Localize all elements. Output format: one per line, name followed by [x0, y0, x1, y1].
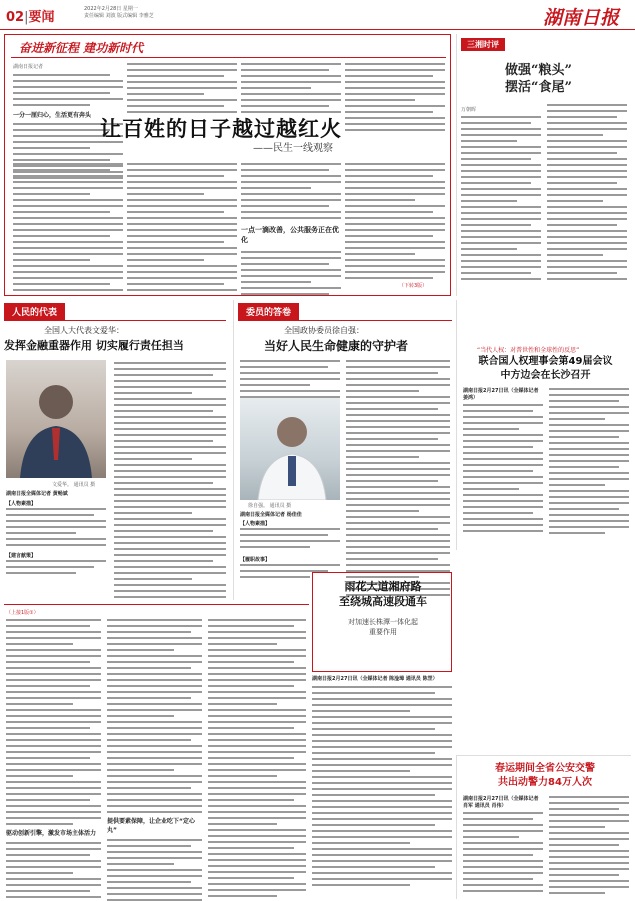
feature-lower-3 [241, 163, 341, 299]
deputy-kicker: 全国人大代表文爱华： [44, 326, 124, 335]
member-note-label: 【人物素描】 [240, 521, 271, 527]
road-title: 雨花大道湘府路 至绕城高速段通车 [339, 580, 427, 608]
member-title: 当好人民生命健康的守护者 [264, 339, 409, 353]
feature-jump[interactable]: （下转3版） [399, 283, 428, 289]
feature-col-1: 湖南日报记者 一分一厘归心，生活更有奔头 [13, 63, 123, 183]
road-subtitle: 对加速长株潭一体化起 重要作用 [348, 618, 418, 636]
feature-col-2 [127, 63, 237, 117]
road-article [312, 572, 452, 672]
deputy-photo-caption: 文爱华。 通讯员 摄 [52, 482, 96, 488]
commentary-column [456, 34, 631, 296]
police-dateline: 湖南日报2月27日讯（全媒体记者 肖军 通讯员 肖伟） [463, 796, 539, 809]
feature-col-3 [241, 63, 341, 117]
deputy-note-label: 【人物素描】 [6, 501, 37, 507]
member-article [233, 300, 453, 600]
continuation-subhead-1: 提供要素保障，让企业吃下“定心丸” [107, 818, 195, 834]
feature-subtitle: ——民生一线观察 [253, 143, 333, 154]
feature-article [4, 34, 451, 296]
newspaper-logo: 湖南日报 [543, 7, 620, 29]
deputy-article [4, 300, 229, 600]
meeting-dateline: 湖南日报2月27日讯（全媒体记者 姜鸿） [463, 388, 539, 401]
continuation-article [4, 604, 309, 899]
member-photo [240, 398, 340, 500]
member-photo-caption: 徐自强。 通讯员 摄 [248, 503, 292, 509]
feature-lower-1 [13, 163, 123, 295]
feature-lower-4 [345, 163, 445, 283]
portrait-silhouette-icon [6, 360, 106, 478]
police-title: 春运期间全省公安交警 共出动警力84万人次 [495, 763, 595, 788]
continuation-label: （上接1版①） [6, 610, 39, 616]
deputy-photo [6, 360, 106, 478]
police-article [456, 755, 631, 899]
feature-lower-2 [127, 163, 237, 295]
deputy-tag: 人民的代表 [4, 303, 65, 320]
member-dateline: 湖南日报全媒体记者 杨佳佳 [240, 512, 302, 518]
issue-meta [84, 6, 154, 20]
deputy-title: 发挥金融重器作用 切实履行责任担当 [4, 339, 184, 352]
commentary-author: 万朝晖 [461, 107, 477, 113]
deputy-dateline: 湖南日报全媒体记者 黄畅斌 [6, 491, 68, 497]
deputy-note2-label: 【建言献策】 [6, 553, 37, 559]
continuation-subhead-3: 驱动创新引擎，激发市场主体活力 [6, 830, 97, 837]
member-note2-label: 【履职故事】 [240, 557, 271, 563]
masthead [0, 0, 635, 30]
meeting-article [456, 300, 631, 550]
feature-kicker: 一分一厘归心，生活更有奔头 [13, 112, 92, 119]
feature-title: 让百姓的日子越过越红火 [100, 117, 342, 141]
feature-banner: 奋进新征程 建功新时代 [19, 41, 144, 55]
feature-mid-heading: 一点一滴改善，公共服务正在优化 [241, 226, 339, 244]
meeting-title: 联合国人权理事会第49届会议 中方边会在长沙召开 [478, 356, 613, 381]
issue-date: 2022年2月28日 星期一 [84, 6, 138, 12]
commentary-tag: 三湘时评 [461, 38, 505, 51]
road-dateline: 湖南日报2月27日讯（全媒体记者 陈淦璋 通讯员 陈罡） [312, 676, 438, 682]
member-kicker: 全国政协委员徐自强： [284, 326, 364, 335]
meeting-kicker: “当代人权：对普世性和全球性的反思” [477, 347, 580, 354]
commentary-title: 做强“粮头” 摆活“食尾” [505, 63, 572, 95]
page-number: 02|要闻 [6, 10, 55, 25]
portrait-silhouette-icon [240, 398, 340, 500]
member-tag: 委员的答卷 [238, 303, 299, 320]
issue-editors: 责任编辑 刘波 版式编辑 李雅芝 [84, 13, 154, 19]
